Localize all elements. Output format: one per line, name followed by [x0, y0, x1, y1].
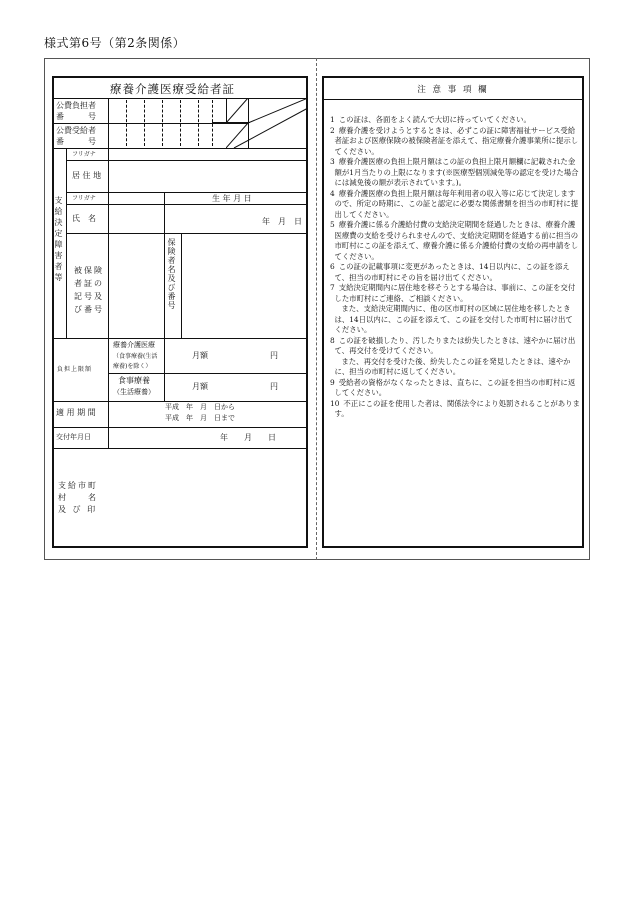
note-item: 9 受給者の資格がなくなったときは、直ちに、この証を担当の市町村に返してください。	[330, 377, 576, 397]
void-diagonals	[226, 98, 308, 148]
period-to: 平成 年 月 日まで	[165, 414, 235, 422]
note-item: 6 この証の記載事項に変更があったときは、14日以内に、この証を添えて、担当の市町村にその旨を届け出てください。	[330, 262, 570, 282]
insurer-label: 保険者名及び番号	[167, 238, 176, 310]
meal-yen-label: 円	[270, 382, 278, 391]
meal-monthly-label: 月額	[192, 382, 208, 391]
payer-number-label: 公費負担者	[56, 101, 96, 110]
digit-separator	[162, 100, 163, 146]
note-item: 1 この証は、各面をよく読んで大切に持っていてください。	[330, 115, 531, 124]
digit-separator	[144, 100, 145, 146]
note-item: 7 支給決定期間内に居住地を移そうとする場合は、事前に、この証を交付した市町村にご連絡、ご相談ください。	[330, 283, 576, 303]
note-item: 2 療養介護を受けようとするときは、必ずこの証に障害福祉サービス受給者証および医療保険の被保険者証を添えて、指定療養介護事業所に提示してください。	[330, 125, 579, 156]
medical-label: 療養介護医療	[113, 341, 155, 349]
digit-separator	[126, 100, 127, 146]
meal-label: 食事療養	[118, 376, 150, 385]
note-item: 3 療養介護医療の負担上限月額はこの証の負担上限月額欄に記載された金額が1月当たりの上限になります(※医療型個別減免等の認定を受けた場合には減免後の額が表示されています。)。	[330, 157, 579, 187]
notes-title: 注 意 事 項 欄	[417, 85, 489, 95]
address-label: 居 住 地	[72, 171, 102, 180]
notes-box	[322, 76, 584, 548]
municipality-label-3: 及 び 印	[58, 505, 98, 514]
municipality-label: 支給市町	[58, 481, 98, 490]
issue-date-placeholder: 年 月 日	[220, 433, 276, 442]
recipient-number-label: 公費受給者	[56, 126, 96, 135]
furigana-label-2: フリガナ	[72, 195, 96, 202]
note-item: また、支給決定期間内に、他の区市町村の区域に居住地を移したときは、14日以内に、この証を添えて、この証を交付した市町村に届け出てください。	[334, 304, 573, 334]
name-label: 氏 名	[72, 214, 96, 223]
digit-separator	[198, 100, 199, 146]
notes-list	[330, 115, 580, 420]
decided-person-label: 支給決定障害者等	[54, 196, 63, 284]
note-item: また、再交付を受けた後、紛失したこの証を発見したときは、速やかに、担当の市町村に返してください。	[334, 356, 571, 376]
card-title: 療養介護医療受給者証	[110, 82, 235, 96]
note-item: 8 この証を破損したり、汚したりまたは紛失したときは、速やかに届け出て、再交付を受けてください。	[330, 335, 576, 355]
recipient-number-label-2: 番 号	[56, 137, 96, 146]
medical-yen-label: 円	[270, 351, 278, 360]
meal-label-2: （生活療養）	[113, 388, 155, 396]
period-label: 適 用 期 間	[56, 408, 96, 417]
municipality-label-2: 村 名	[58, 493, 98, 502]
form-number: 様式第6号（第2条関係）	[44, 36, 186, 50]
medical-monthly-label: 月額	[192, 351, 208, 360]
insured-card-label: 被保険者証の記号及び番号	[74, 266, 104, 314]
note-item: 5 療養介護に係る介護給付費の支給決定期間を経過したときは、療養介護医療費の支給を受けられませんので、支給決定期間を経過する前に担当の市町村にこの証を添えて、療養介護に係る介護給付費の支給の再申請をしてください。	[330, 220, 579, 261]
payer-number-label-2: 番 号	[56, 112, 96, 121]
birth-date-label: 生 年 月 日	[212, 194, 252, 203]
note-item: 4 療養介護医療の負担上限月額は毎年利用者の収入等に応じて決定しますので、所定の時期に、この証と認定に必要な関係書類を担当の市町村に提出してください。	[330, 188, 579, 219]
issue-date-label: 交付年月日	[56, 433, 91, 441]
furigana-label: フリガナ	[72, 151, 96, 158]
digit-separator	[180, 100, 181, 146]
fold-line	[316, 58, 317, 560]
digit-separator	[212, 100, 213, 146]
medical-label-2: （食事療養(生活	[113, 353, 158, 360]
medical-label-3: 療養)を除く）	[113, 363, 152, 370]
period-from: 平成 年 月 日から	[165, 403, 235, 411]
copay-limit-label: 負担上限額	[57, 366, 93, 373]
birth-date-placeholder: 年 月 日	[262, 217, 302, 226]
note-item: 10 不正にこの証を使用した者は、関係法令により処罰されることがあります。	[330, 398, 580, 418]
